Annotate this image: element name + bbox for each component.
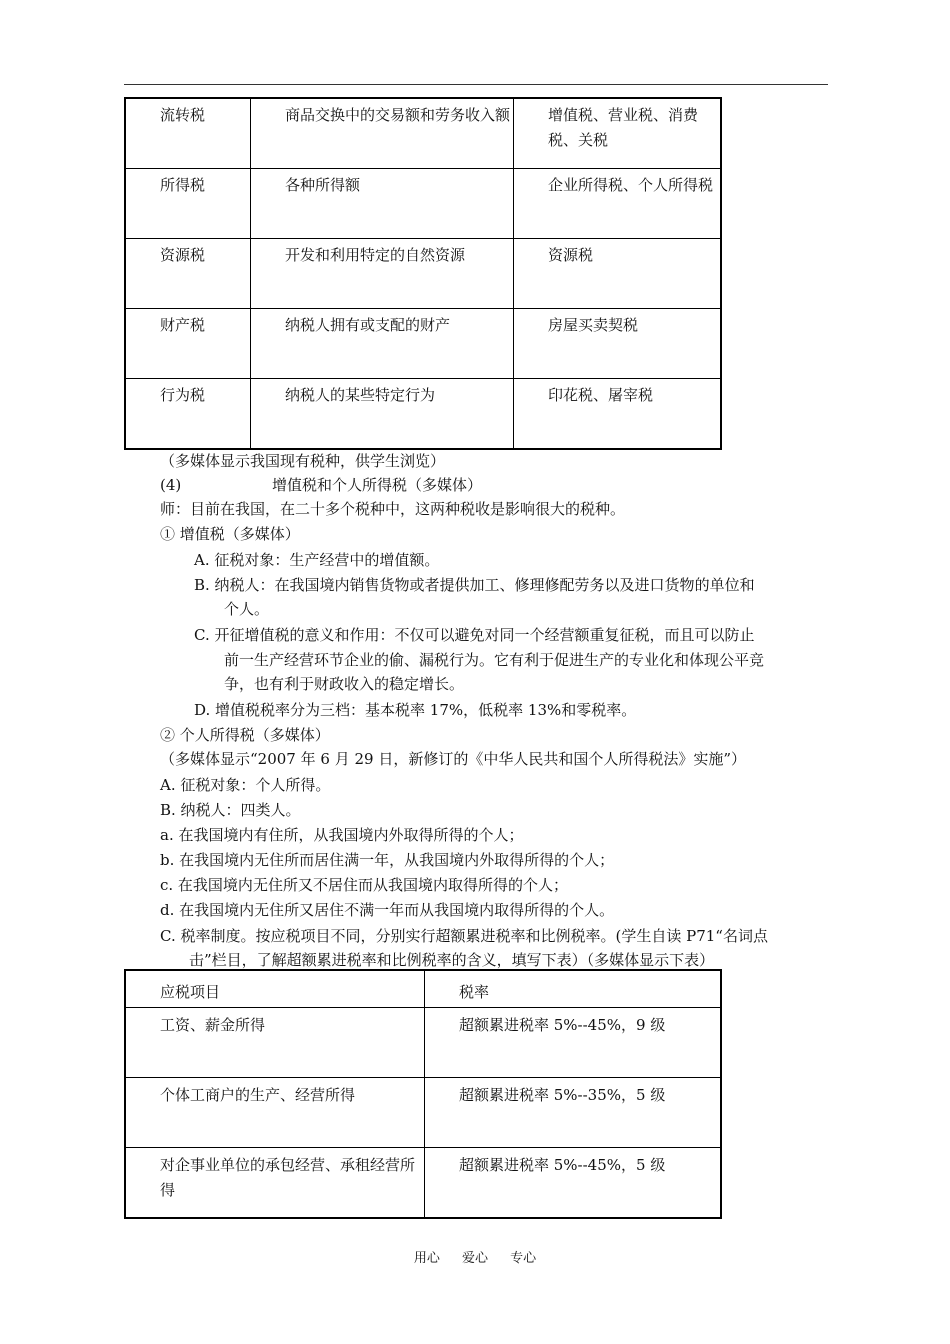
tax-object-cell: 开发和利用特定的自然资源 [285,246,466,264]
section-4-number: (4) [160,476,182,494]
taxable-item-cell: 工资、薪金所得 [160,1016,266,1034]
pit-law-note: （多媒体显示“2007 年 6 月 29 日，新修订的《中华人民共和国个人所得税法》实施”） [160,750,746,768]
vat-heading: ① 增值税（多媒体） [160,525,300,543]
pit-item-a: A. 征税对象：个人所得。 [160,776,331,794]
table-header-row [125,970,721,1008]
tax-type-cell: 资源税 [160,246,206,264]
table-row [125,98,721,169]
tax-type-cell: 所得税 [160,176,206,194]
tax-object-cell: 纳税人的某些特定行为 [285,386,436,404]
tax-object-cell: 商品交换中的交易额和劳务收入额 [285,106,511,124]
pit-item-b-b: b. 在我国境内无住所而居住满一年，从我国境内外取得所得的个人； [160,851,615,869]
taxable-item-cell: 对企事业单位的承包经营、承租经营所得 [160,1156,416,1199]
page-footer [0,1247,950,1266]
header-rule [124,84,828,85]
tax-type-cell: 流转税 [160,106,206,124]
pit-item-b: B. 纳税人：四类人。 [160,801,301,819]
pit-item-b-a: a. 在我国境内有住所，从我国境内外取得所得的个人； [160,826,524,844]
column-header-rate: 税率 [458,983,489,1001]
income-tax-rate-table [124,969,722,1219]
table-row [125,239,721,309]
vat-item-a: A. 征税对象：生产经营中的增值额。 [194,551,440,569]
tax-type-cell: 行为税 [160,386,206,404]
column-header-item: 应税项目 [160,983,221,1001]
tax-examples-cell: 房屋买卖契税 [548,316,639,334]
vat-item-b-line1: B. 纳税人：在我国境内销售货物或者提供加工、修理修配劳务以及进口货物的单位和 [194,576,755,594]
table-row [125,169,721,239]
tax-object-cell: 各种所得额 [285,176,361,194]
vat-item-c-line2: 前一生产经营环节企业的偷、漏税行为。它有利于促进生产的专业化和体现公平竞 [224,651,765,669]
vat-item-b-line2: 个人。 [224,600,270,618]
tax-examples-cell: 印花税、屠宰税 [548,386,654,404]
table-row [125,1008,721,1078]
vat-item-d: D. 增值税税率分为三档：基本税率 17%，低税率 13%和零税率。 [194,701,637,719]
footer-word: 爱心 [461,1251,488,1266]
taxable-item-cell: 个体工商户的生产、经营所得 [160,1086,356,1104]
teacher-statement: 师：目前在我国，在二十多个税种中，这两种税收是影响很大的税种。 [160,500,626,518]
footer-word: 用心 [413,1251,440,1266]
pit-heading: ② 个人所得税（多媒体） [160,726,330,744]
tax-types-table [124,97,722,450]
tax-examples-cell: 增值税、营业税、消费税、关税 [548,106,699,149]
pit-item-c-line1: C. 税率制度。按应税项目不同，分别实行超额累进税率和比例税率。(学生自读 P71“名词点 [160,927,768,945]
pit-item-b-d: d. 在我国境内无住所又居住不满一年而从我国境内取得所得的个人。 [160,901,615,919]
section-4-title: 增值税和个人所得税（多媒体） [272,476,483,494]
tax-examples-cell: 企业所得税、个人所得税 [548,176,714,194]
vat-item-c-line1: C. 开征增值税的意义和作用：不仅可以避免对同一个经营额重复征税，而且可以防止 [194,626,755,644]
table-row [125,1148,721,1219]
table-row [125,309,721,379]
tax-rate-cell: 超额累进税率 5%--35%，5 级 [458,1086,666,1104]
tax-examples-cell: 资源税 [548,246,594,264]
footer-word: 专心 [510,1251,537,1266]
tax-object-cell: 纳税人拥有或支配的财产 [285,316,451,334]
table-row [125,379,721,450]
pit-item-b-c: c. 在我国境内无住所又不居住而从我国境内取得所得的个人； [160,876,568,894]
pit-item-c-line2: 击”栏目，了解超额累进税率和比例税率的含义，填写下表）（多媒体显示下表） [189,951,715,969]
table-row [125,1078,721,1148]
vat-item-c-line3: 争，也有利于财政收入的稳定增长。 [224,675,465,693]
tax-type-cell: 财产税 [160,316,206,334]
tax-rate-cell: 超额累进税率 5%--45%，5 级 [458,1156,666,1174]
tax-rate-cell: 超额累进税率 5%--45%，9 级 [458,1016,666,1034]
note-multimedia-browse: （多媒体显示我国现有税种，供学生浏览） [160,452,446,470]
